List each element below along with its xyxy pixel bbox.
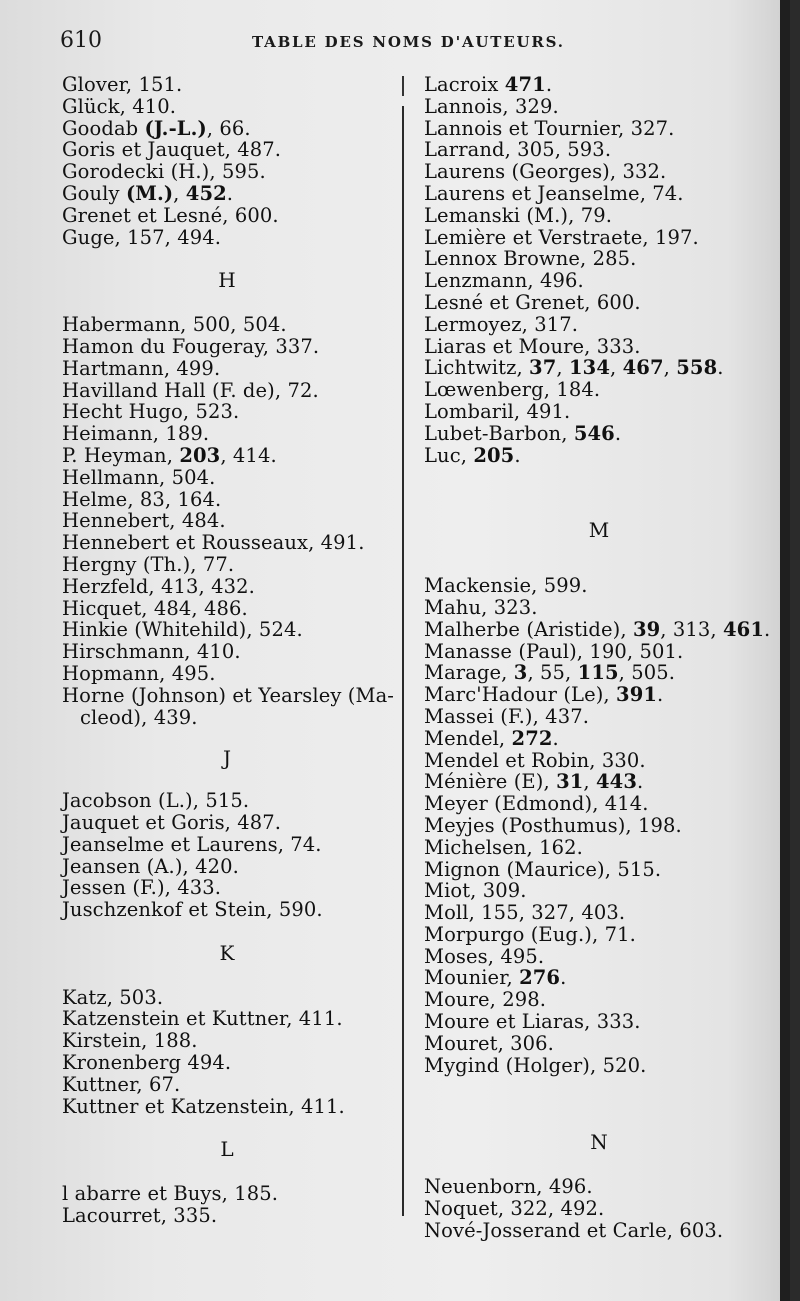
index-entry: Katzenstein et Kuttner, 411. [62, 1007, 343, 1031]
index-entry: Manasse (Paul), 190, 501. [424, 639, 684, 663]
index-entry: Moll, 155, 327, 403. [424, 901, 626, 925]
index-entry: Michelsen, 162. [424, 835, 583, 859]
index-entry: Moure, 298. [424, 988, 547, 1012]
index-entry: Mahu, 323. [424, 595, 538, 619]
index-entry: Laurens et Jeanselme, 74. [424, 181, 684, 205]
index-entry: Lannois, 329. [424, 94, 559, 118]
index-entry: Lermoyez, 317. [424, 312, 579, 336]
index-entry: Marage, 3, 55, 115, 505. [424, 661, 676, 685]
index-entry: Marc'Hadour (Le), 391. [424, 683, 664, 707]
index-entry: Malherbe (Aristide), 39, 313, 461. [424, 617, 771, 641]
index-entry: Mouret, 306. [424, 1031, 554, 1055]
running-head: TABLE DES NOMS D'AUTEURS. [252, 33, 565, 51]
index-entry: Heimann, 189. [62, 422, 210, 446]
index-entry: Jeanselme et Laurens, 74. [62, 832, 322, 856]
index-entry: Hamon du Fougeray, 337. [62, 334, 320, 358]
index-entry: l abarre et Buys, 185. [62, 1182, 279, 1206]
index-entry: Massei (F.), 437. [424, 704, 590, 728]
index-entry: Guge, 157, 494. [62, 225, 222, 249]
section-letter-k: K [219, 940, 235, 965]
index-entry: Hennebert et Rousseaux, 491. [62, 531, 365, 555]
index-entry: Havilland Hall (F. de), 72. [62, 378, 319, 402]
index-entry: Lubet-Barbon, 546. [424, 421, 622, 445]
index-entry: Lœwenberg, 184. [424, 378, 601, 402]
index-entry: Moses, 495. [424, 944, 545, 968]
index-entry: Liaras et Moure, 333. [424, 334, 641, 358]
index-entry: Herzfeld, 413, 432. [62, 574, 255, 598]
index-entry: Hinkie (Whitehild), 524. [62, 618, 303, 642]
index-entry: Hopmann, 495. [62, 661, 216, 685]
index-entry: Luc, 205. [424, 443, 521, 467]
index-entry: Horne (Johnson) et Yearsley (Ma- [62, 683, 394, 707]
scan-edge [780, 0, 790, 1301]
index-entry: Lichtwitz, 37, 134, 467, 558. [424, 356, 724, 380]
index-entry: Nové-Josserand et Carle, 603. [424, 1218, 724, 1242]
index-entry: Hecht Hugo, 523. [62, 400, 240, 424]
index-entry: Juschzenkof et Stein, 590. [62, 898, 323, 922]
page-number: 610 [60, 28, 102, 53]
index-entry: Jacobson (L.), 515. [62, 789, 250, 813]
index-entry: Jauquet et Goris, 487. [62, 810, 282, 834]
index-entry: Lennox Browne, 285. [424, 247, 637, 271]
index-entry: Hirschmann, 410. [62, 640, 241, 664]
index-entry: Noquet, 322, 492. [424, 1197, 605, 1221]
index-entry: Morpurgo (Eug.), 71. [424, 922, 636, 946]
index-entry: Gorodecki (H.), 595. [62, 160, 266, 184]
index-entry: Lemière et Verstraete, 197. [424, 225, 699, 249]
index-entry: Mignon (Maurice), 515. [424, 857, 662, 881]
index-entry: Moure et Liaras, 333. [424, 1010, 641, 1034]
index-entry: Habermann, 500, 504. [62, 313, 287, 337]
section-letter-n: N [590, 1130, 608, 1155]
index-entry: Lesné et Grenet, 600. [424, 290, 641, 314]
index-entry: Goodab (J.-L.), 66. [62, 116, 251, 140]
index-entry: Hartmann, 499. [62, 356, 221, 380]
index-entry: Goris et Jauquet, 487. [62, 138, 282, 162]
index-entry: Lannois et Tournier, 327. [424, 116, 675, 140]
index-entry: Meyer (Edmond), 414. [424, 792, 649, 816]
index-entry: P. Heyman, 203, 414. [62, 443, 277, 467]
index-entry: Kuttner et Katzenstein, 411. [62, 1094, 345, 1118]
index-entry: Mygind (Holger), 520. [424, 1053, 647, 1077]
index-entry: Jessen (F.), 433. [62, 876, 222, 900]
right-column [424, 74, 774, 1242]
column-divider [402, 76, 404, 1216]
index-entry: Laurens (Georges), 332. [424, 160, 667, 184]
index-entry: Lacourret, 335. [62, 1204, 218, 1228]
index-entry: Lenzmann, 496. [424, 269, 584, 293]
section-letter-l: L [220, 1137, 234, 1162]
index-entry: Lombaril, 491. [424, 399, 571, 423]
left-column [62, 74, 392, 1227]
index-entry: Neuenborn, 496. [424, 1175, 593, 1199]
index-entry: Jeansen (A.), 420. [62, 854, 239, 878]
section-letter-j: J [222, 746, 232, 771]
section-letter-h: H [218, 268, 236, 293]
index-entry: Mendel, 272. [424, 726, 559, 750]
index-entry: Lemanski (M.), 79. [424, 203, 613, 227]
index-entry: Grenet et Lesné, 600. [62, 203, 279, 227]
index-entry: Larrand, 305, 593. [424, 138, 612, 162]
index-entry: Meyjes (Posthumus), 198. [424, 813, 682, 837]
index-entry-continuation: cleod), 439. [80, 705, 198, 729]
index-entry: Glück, 410. [62, 94, 177, 118]
index-entry: Gouly (M.), 452. [62, 181, 234, 205]
index-entry: Glover, 151. [62, 73, 183, 96]
index-entry: Miot, 309. [424, 879, 527, 903]
index-entry: Kronenberg 494. [62, 1051, 232, 1075]
section-letter-m: M [588, 518, 610, 543]
index-entry: Katz, 503. [62, 985, 164, 1009]
index-entry: Mounier, 276. [424, 966, 567, 990]
index-entry: Hergny (Th.), 77. [62, 552, 235, 576]
index-entry: Kuttner, 67. [62, 1072, 181, 1096]
index-entry: Hellmann, 504. [62, 465, 216, 489]
index-entry: Mackensie, 599. [424, 574, 588, 598]
index-entry: Lacroix 471. [424, 73, 553, 96]
index-entry: Mendel et Robin, 330. [424, 748, 646, 772]
index-entry: Hicquet, 484, 486. [62, 596, 248, 620]
index-entry: Hennebert, 484. [62, 509, 226, 533]
index-entry: Helme, 83, 164. [62, 487, 222, 511]
index-entry: Ménière (E), 31, 443. [424, 770, 644, 794]
index-entry: Kirstein, 188. [62, 1029, 198, 1053]
